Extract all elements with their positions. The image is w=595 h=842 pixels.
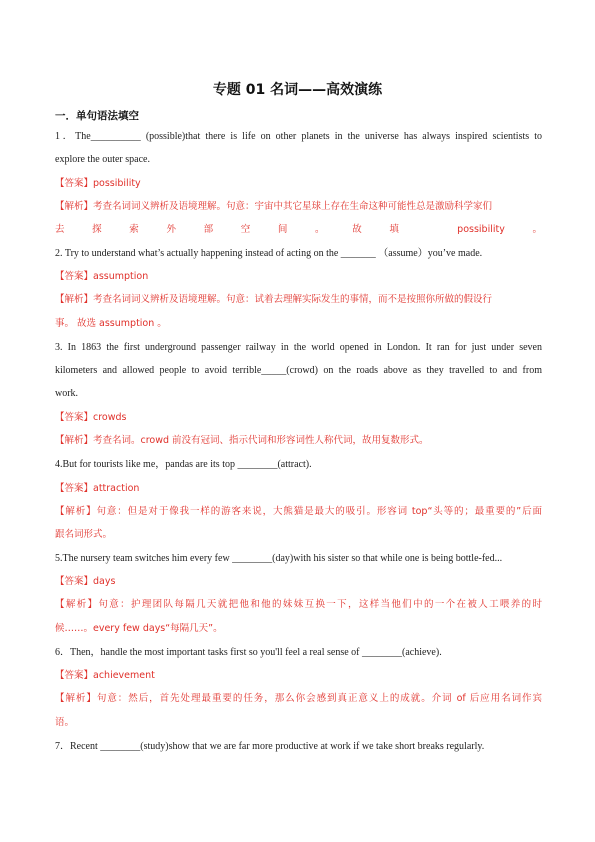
answer-line: 【答案】achievement xyxy=(55,670,155,681)
answer-line: 【答案】crowds xyxy=(55,412,127,423)
answer-line: 【解析】考查名词。crowd 前没有冠词、指示代词和形容词性人称代词，故用复数形式。 xyxy=(55,435,429,446)
question-line: 7．Recent ________(study)show that we are far more productive at work if we take short breaks regularly. xyxy=(55,741,485,752)
question-line: explore the outer space. xyxy=(55,154,150,165)
section-heading: 一．单句语法填空 xyxy=(55,110,139,122)
answer-line: 【答案】possibility xyxy=(55,178,141,189)
question-line: 2. Try to understand what’s actually happening instead of acting on the _______ （assume）you’ve made. xyxy=(55,248,483,259)
answer-line: 【答案】attraction xyxy=(55,483,140,494)
question-line: 1．The__________ (possible)that there is life on other planets in the universe has always inspired scientists to xyxy=(55,131,542,142)
answer-line: 【解析】考查名词词义辨析及语境理解。句意：试着去理解实际发生的事情，而不是按照你所做的假设行 xyxy=(55,294,493,305)
answer-line: 候……。every few days“每隔几天”。 xyxy=(55,623,223,634)
answer-line: 【解析】句意：然后，首先处理最重要的任务，那么你会感到真正意义上的成就。介词 of 后应用名词作宾 xyxy=(55,693,542,704)
document-title: 专题 01 名词——高效演练 xyxy=(212,82,383,98)
question-line: 4.But for tourists like me，pandas are its top ________(attract). xyxy=(55,459,312,470)
answer-line: 【答案】assumption xyxy=(55,271,149,282)
answer-line: 【解析】句意：护理团队每隔几天就把他和他的妹妹互换一下，这样当他们中的一个在被人工喂养的时 xyxy=(55,599,542,610)
question-line: 5.The nursery team switches him every few ________(day)with his sister so that while one is being bottle-fed... xyxy=(55,553,503,564)
answer-line: 去探索外部空间。故填 possibility。 xyxy=(55,224,542,235)
answer-line: 【解析】考查名词词义辨析及语境理解。句意：宇宙中其它星球上存在生命这种可能性总是激励科学家们 xyxy=(55,201,493,212)
answer-line: 事。 故选 assumption 。 xyxy=(55,318,167,329)
question-line: 6．Then，handle the most important tasks first so you'll feel a real sense of ________(achieve). xyxy=(55,647,442,658)
answer-line: 跟名词形式。 xyxy=(55,529,113,540)
answer-line: 语。 xyxy=(55,717,75,728)
answer-line: 【答案】days xyxy=(55,576,116,587)
answer-line: 【解析】句意：但是对于像我一样的游客来说，大熊猫是最大的吸引。形容词 top“头等的；最重要的”后面 xyxy=(55,506,542,517)
question-line: 3. In 1863 the first underground passenger railway in the world opened in London. It ran for just under seven xyxy=(55,342,542,353)
question-line: work. xyxy=(55,388,79,399)
question-line: kilometers and allowed people to avoid terrible_____(crowd) on the roads above as they travelled to and from xyxy=(55,365,542,376)
